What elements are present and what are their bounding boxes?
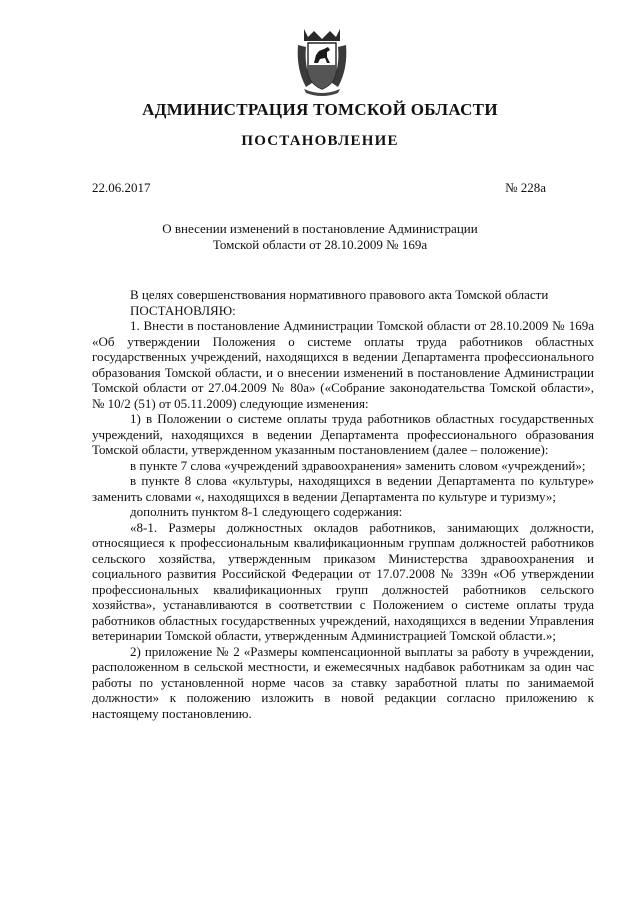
paragraph: «8-1. Размеры должностных окладов работников, занимающих должности, относящиеся к профессиональным квалификационным группам должностей работников сельского хозяйства, утвержденным приказом Министерства здравоохранения и социального развития Российской Федерации от 17.07.2008 № 339н «Об утверждении профессиональных квалификационных групп должностей работников сельского хозяйства», устанавливаются в соответствии с Положением о системе оплаты труда работников областных государственных учреждений, находящихся в ведении Управления ветеринарии Томской области, утвержденным Администрацией Томской области.»; [92, 519, 594, 643]
paragraph: В целях совершенствования нормативного правового акта Томской области [130, 287, 549, 302]
document-number: № 228а [505, 180, 546, 195]
subject-line: О внесении изменений в постановление Администрации [162, 221, 478, 236]
paragraph: 1. Внести в постановление Администрации Томской области от 28.10.2009 № 169а «Об утверждении Положения о системе оплаты труда работников областных государственных учреждений, находящихся в ведении Департамента профессионального образования Томской области, и о внесении изменений в постановление Администрации Томской области от 27.04.2009 № 80а» («Собрание законодательства Томской области», № 10/2 (51) от 05.11.2009) следующие изменения: [92, 318, 594, 411]
paragraph: в пункте 8 слова «культуры, находящихся в ведении Департамента по культуре» заменить словами «, находящихся в ведении Департамента по культуре и туризму»; [92, 473, 594, 504]
document-date: 22.06.2017 [92, 180, 151, 195]
paragraph: в пункте 7 слова «учреждений здравоохранения» заменить словом «учреждений»; [130, 457, 586, 473]
paragraph: 2) приложение № 2 «Размеры компенсационной выплаты за работу в учреждении, расположенном в сельской местности, и ежемесячных надбавок работникам за один час работы по установленной норме часов за ставку заработной платы по занимаемой должности» к положению изложить в новой редакции согласно приложению к настоящему постановлению. [92, 643, 594, 721]
paragraph: дополнить пунктом 8-1 следующего содержания: [130, 504, 403, 519]
document-subject [120, 221, 520, 253]
tomsk-coat-of-arms-icon [296, 25, 348, 97]
document-body [92, 287, 594, 721]
paragraph-resolve: ПОСТАНОВЛЯЮ: [130, 302, 236, 318]
document-type: ПОСТАНОВЛЕНИЕ [241, 133, 399, 149]
paragraph: 1) в Положении о системе оплаты труда работников областных государственных учреждений, находящихся в ведении Департамента профессионального образования Томской области, утвержденном указанным постановлением (далее – положение): [92, 411, 594, 457]
organization-title: АДМИНИСТРАЦИЯ ТОМСКОЙ ОБЛАСТИ [142, 100, 498, 119]
subject-line: Томской области от 28.10.2009 № 169а [212, 237, 428, 252]
